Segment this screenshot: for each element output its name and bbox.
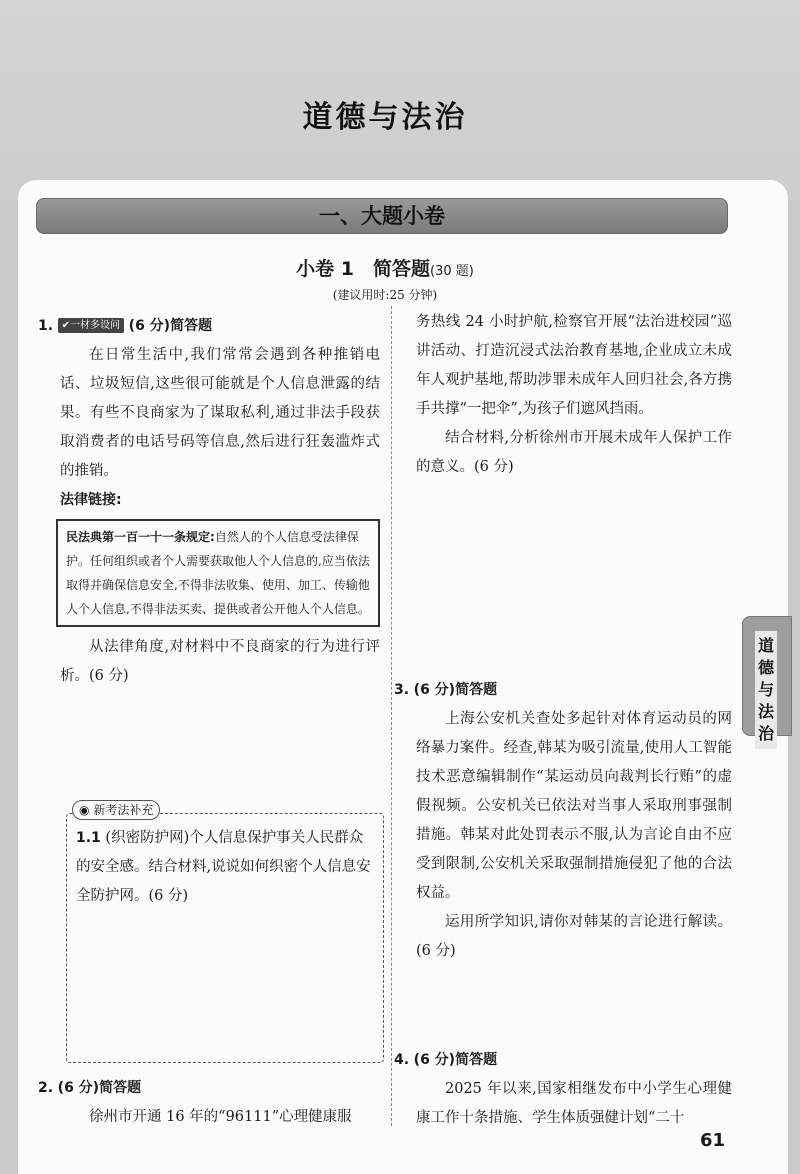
question-1-tag-label: 一材多设问 bbox=[70, 320, 121, 331]
question-2-prompt: 结合材料,分析徐州市开展未成年人保护工作的意义。(6 分) bbox=[416, 430, 732, 475]
question-4-number: 4. bbox=[394, 1052, 410, 1068]
supplement-tag-label: 新考法补充 bbox=[93, 803, 154, 817]
supplement-number: 1.1 bbox=[76, 830, 101, 846]
question-4 bbox=[394, 1046, 732, 1133]
question-3-material: 上海公安机关查处多起针对体育运动员的网络暴力案件。经查,韩某为吸引流量,使用人工智能技术恶意编辑制作“某运动员向裁判长行贿”的虚假视频。公安机关已依法对当事人采取刑事强制措施。韩某对此处罚表示不服,认为言论自由不应受到限制,公安机关采取强制措施侵犯了他的合法权益。 bbox=[416, 711, 732, 901]
question-2-header bbox=[38, 1074, 380, 1103]
question-2-score: (6 分)简答题 bbox=[57, 1080, 142, 1096]
supplement-text: (织密防护网)个人信息保护事关人民群众的安全感。结合材料,说说如何织密个人信息安全防护网。(6 分) bbox=[76, 830, 371, 904]
question-1-tag: ✔一材多设问 bbox=[58, 318, 124, 333]
question-4-score: (6 分)简答题 bbox=[413, 1052, 498, 1068]
question-2 bbox=[38, 1074, 380, 1132]
question-1-header bbox=[38, 312, 380, 341]
set-count: (30 题) bbox=[430, 264, 474, 279]
question-3-number: 3. bbox=[394, 682, 410, 698]
question-3-header bbox=[394, 676, 732, 705]
section-banner-label: 一、大题小卷 bbox=[319, 204, 445, 228]
column-divider bbox=[391, 306, 392, 1126]
question-1-score: (6 分)简答题 bbox=[128, 318, 213, 334]
question-2-number: 2. bbox=[38, 1080, 54, 1096]
question-1-number: 1. bbox=[38, 318, 54, 334]
law-title: 民法典第一百一十一条规定: bbox=[66, 530, 215, 544]
time-note: (建议用时:25 分钟) bbox=[332, 288, 438, 302]
lightbulb-icon: ◉ bbox=[79, 803, 90, 817]
set-title-text: 小卷 1 简答题 bbox=[296, 258, 430, 280]
set-title bbox=[0, 254, 770, 281]
book-title: 道德与法治 bbox=[302, 100, 468, 135]
question-4-material-start: 2025 年以来,国家相继发布中小学生心理健康工作十条措施、学生体质强健计划“二十 bbox=[416, 1081, 732, 1126]
question-3 bbox=[394, 676, 732, 966]
supplement-question bbox=[76, 824, 376, 911]
page-number: 61 bbox=[700, 1130, 726, 1151]
question-3-score: (6 分)简答题 bbox=[413, 682, 498, 698]
side-tab-label: 道德与法治 bbox=[755, 631, 777, 749]
question-3-prompt: 运用所学知识,请你对韩某的言论进行解读。(6 分) bbox=[416, 914, 732, 959]
law-box bbox=[56, 519, 380, 627]
section-banner bbox=[36, 198, 728, 234]
side-tab bbox=[742, 616, 792, 743]
question-1-material: 在日常生活中,我们常常会遇到各种推销电话、垃圾短信,这些很可能就是个人信息泄露的结果。有些不良商家为了谋取私利,通过非法手段获取消费者的电话号码等信息,然后进行狂轰滥炸式的推销。 bbox=[60, 347, 380, 479]
question-2-material-start: 徐州市开通 16 年的“96111”心理健康服 bbox=[89, 1109, 352, 1125]
law-link-label: 法律链接: bbox=[60, 492, 122, 508]
question-2-material-cont: 务热线 24 小时护航,检察官开展“法治进校园”巡讲活动、打造沉浸式法治教育基地,企业成立未成年人观护基地,帮助涉罪未成年人回归社会,各方携手共撑“一把伞”,为孩子们遮风挡雨。 bbox=[416, 314, 732, 417]
supplement-tag bbox=[72, 800, 160, 820]
question-4-header bbox=[394, 1046, 732, 1075]
law-text: 自然人的个人信息受法律保护。任何组织或者个人需要获取他人个人信息的,应当依法取得并确保信息安全,不得非法收集、使用、加工、传输他人个人信息,不得非法买卖、提供或者公开他人个人信息。 bbox=[66, 530, 370, 616]
question-1-prompt: 从法律角度,对材料中不良商家的行为进行评析。(6 分) bbox=[60, 639, 380, 684]
right-column bbox=[416, 308, 732, 482]
left-column bbox=[38, 312, 380, 691]
